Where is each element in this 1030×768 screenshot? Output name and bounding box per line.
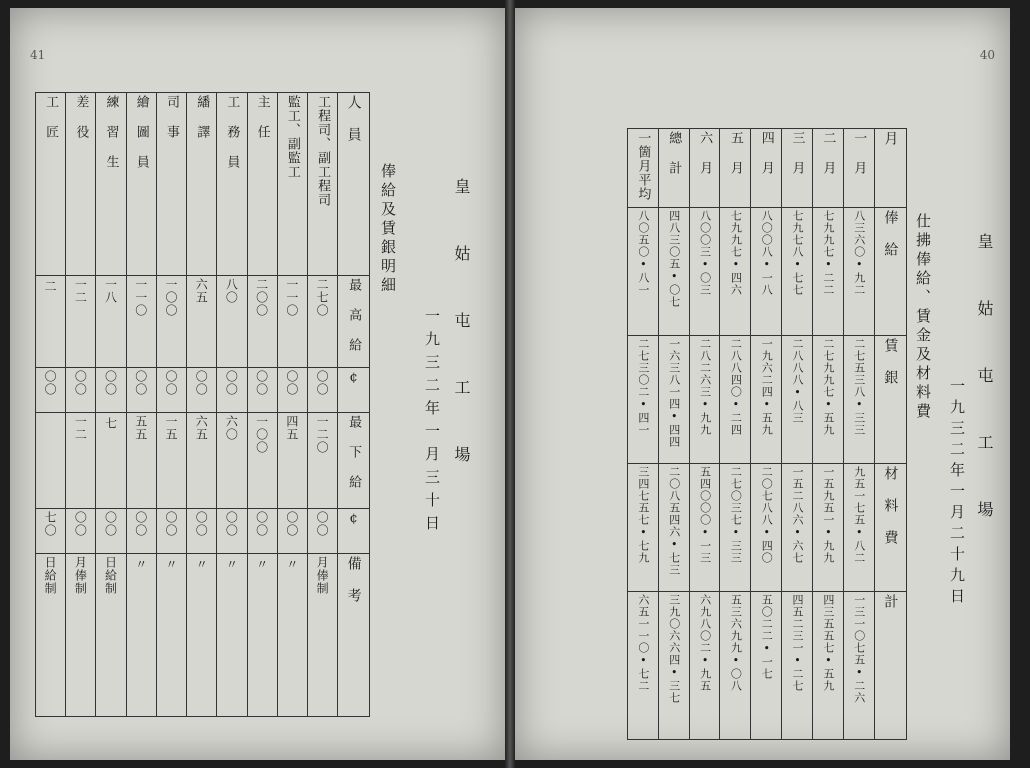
- page-number: 40: [979, 48, 995, 62]
- cell-title: 主 任: [247, 93, 277, 276]
- cell-salary: 七九九七•二二: [812, 208, 843, 336]
- cell-min_d: 五五: [126, 412, 156, 509]
- cell-note: 月俸制: [307, 554, 337, 717]
- cell-title: 工 務 員: [217, 93, 247, 276]
- row-label: 一箇月平均: [628, 129, 659, 208]
- cell-material: 三四七五七•七九: [628, 464, 659, 592]
- cell-note: 〃: [247, 554, 277, 717]
- cell-min_d: 六〇: [217, 412, 247, 509]
- cell-max_c: 〇〇: [217, 367, 247, 412]
- cell-min_c: 〇〇: [217, 509, 247, 554]
- cell-max_d: 一一〇: [277, 276, 307, 368]
- header-min: 最 下 給: [338, 412, 370, 509]
- cell-note: 〃: [156, 554, 186, 717]
- cell-wage: 二七五三八•三三: [843, 336, 874, 464]
- expense-table: [627, 128, 907, 740]
- cell-min_d: 七: [96, 412, 126, 509]
- cell-title: 司 事: [156, 93, 186, 276]
- row-label: 一 月: [843, 129, 874, 208]
- header-max: 最 高 給: [338, 276, 370, 368]
- cell-max_d: 二〇〇: [247, 276, 277, 368]
- cell-max_c: 〇〇: [156, 367, 186, 412]
- cell-salary: 八三六〇•九二: [843, 208, 874, 336]
- cell-max_c: 〇〇: [36, 367, 66, 412]
- cell-salary: 八〇〇三•〇三: [689, 208, 720, 336]
- cell-min_d: 一二: [66, 412, 96, 509]
- document-date: 一九三二年一月二十九日: [948, 378, 966, 609]
- cell-max_c: 〇〇: [247, 367, 277, 412]
- cell-min_d: [36, 412, 66, 509]
- cell-max_d: 六五: [187, 276, 217, 368]
- cell-max_d: 一二: [66, 276, 96, 368]
- header-month: 月: [874, 129, 906, 208]
- cell-material: 二七〇三七•三三: [720, 464, 751, 592]
- cell-total: 三九〇六六四•三七: [658, 592, 689, 740]
- cell-max_d: 一一〇: [126, 276, 156, 368]
- cell-min_d: 一五: [156, 412, 186, 509]
- cell-wage: 二七九九七•五九: [812, 336, 843, 464]
- cell-total: 六五一一〇•七二: [628, 592, 659, 740]
- cell-total: 一三一〇七五•二六: [843, 592, 874, 740]
- cell-title: 繙 譯: [187, 93, 217, 276]
- left-page: [10, 8, 505, 760]
- table-title: 仕拂俸給、賃金及材料費: [914, 213, 932, 422]
- header-note: 備 考: [338, 554, 370, 717]
- cell-wage: 二八二六三•九九: [689, 336, 720, 464]
- cell-min_c: 〇〇: [307, 509, 337, 554]
- cell-material: 一五二八六•六七: [782, 464, 813, 592]
- cell-max_c: 〇〇: [96, 367, 126, 412]
- cell-title: 工程司、副工程司: [307, 93, 337, 276]
- cell-title: 監工、副監工: [277, 93, 307, 276]
- factory-name: 皇 姑 屯 工 場: [452, 178, 471, 478]
- header-person: 人 員: [338, 93, 370, 276]
- cell-salary: 七九九七•四六: [720, 208, 751, 336]
- row-label: 三 月: [782, 129, 813, 208]
- cell-wage: 二七三〇二•四一: [628, 336, 659, 464]
- cell-min_c: 〇〇: [156, 509, 186, 554]
- document-date: 一九三二年一月三十日: [423, 308, 441, 538]
- cell-total: 五三六九九•〇八: [720, 592, 751, 740]
- cell-min_d: 六五: [187, 412, 217, 509]
- cell-max_d: 一〇〇: [156, 276, 186, 368]
- row-label: 總 計: [658, 129, 689, 208]
- cell-wage: 一六三八一四•四四: [658, 336, 689, 464]
- cell-max_c: 〇〇: [66, 367, 96, 412]
- cell-wage: 一九六二四•五九: [751, 336, 782, 464]
- cell-max_d: 二: [36, 276, 66, 368]
- row-label: 四 月: [751, 129, 782, 208]
- salary-detail-table: [35, 92, 370, 717]
- row-label: 六 月: [689, 129, 720, 208]
- cell-min_c: 〇〇: [66, 509, 96, 554]
- cell-material: 一五九五一•九九: [812, 464, 843, 592]
- book-spine: [505, 0, 515, 768]
- cell-salary: 八〇〇八•一八: [751, 208, 782, 336]
- header-min-cent: ¢: [338, 509, 370, 554]
- cell-material: 九五一七五•八二: [843, 464, 874, 592]
- cell-note: 〃: [187, 554, 217, 717]
- cell-max_c: 〇〇: [277, 367, 307, 412]
- cell-note: 日給制: [36, 554, 66, 717]
- cell-min_d: 四五: [277, 412, 307, 509]
- cell-title: 繪 圖 員: [126, 93, 156, 276]
- cell-salary: 八〇五〇•八一: [628, 208, 659, 336]
- table-title: 俸給及賃銀明細: [379, 163, 397, 296]
- cell-wage: 二八八八•八三: [782, 336, 813, 464]
- cell-total: 四五二三一•二七: [782, 592, 813, 740]
- cell-note: 〃: [126, 554, 156, 717]
- cell-min_c: 〇〇: [96, 509, 126, 554]
- cell-material: 五四〇〇〇•一三: [689, 464, 720, 592]
- cell-note: 〃: [277, 554, 307, 717]
- cell-min_c: 〇〇: [277, 509, 307, 554]
- header-max-cent: ¢: [338, 367, 370, 412]
- row-label: 二 月: [812, 129, 843, 208]
- cell-note: 〃: [217, 554, 247, 717]
- cell-note: 月俸制: [66, 554, 96, 717]
- cell-max_c: 〇〇: [187, 367, 217, 412]
- cell-title: 練 習 生: [96, 93, 126, 276]
- cell-salary: 七九七八•七七: [782, 208, 813, 336]
- right-page: [515, 8, 1010, 760]
- cell-max_d: 一八: [96, 276, 126, 368]
- cell-material: 二〇八五四六•七三: [658, 464, 689, 592]
- cell-min_d: 一二〇: [307, 412, 337, 509]
- cell-min_c: 〇〇: [187, 509, 217, 554]
- row-label: 五 月: [720, 129, 751, 208]
- cell-max_d: 二七〇: [307, 276, 337, 368]
- cell-max_d: 八〇: [217, 276, 247, 368]
- cell-title: 工 匠: [36, 93, 66, 276]
- header-wage: 賃 銀: [874, 336, 906, 464]
- cell-min_c: 〇〇: [126, 509, 156, 554]
- cell-wage: 二八八四〇•二四: [720, 336, 751, 464]
- cell-total: 四三五五七•五九: [812, 592, 843, 740]
- cell-salary: 四八三〇五•〇七: [658, 208, 689, 336]
- cell-material: 二〇七八八•四〇: [751, 464, 782, 592]
- page-number: 41: [30, 48, 46, 62]
- cell-min_d: 一〇〇: [247, 412, 277, 509]
- header-total: 計: [874, 592, 906, 740]
- cell-min_c: 七〇: [36, 509, 66, 554]
- cell-note: 日給制: [96, 554, 126, 717]
- cell-title: 差 役: [66, 93, 96, 276]
- cell-max_c: 〇〇: [307, 367, 337, 412]
- cell-total: 五〇二二•一七: [751, 592, 782, 740]
- header-salary: 俸 給: [874, 208, 906, 336]
- cell-total: 六九八〇二•九五: [689, 592, 720, 740]
- cell-max_c: 〇〇: [126, 367, 156, 412]
- header-material: 材 料 費: [874, 464, 906, 592]
- cell-min_c: 〇〇: [247, 509, 277, 554]
- factory-name: 皇 姑 屯 工 場: [975, 233, 994, 533]
